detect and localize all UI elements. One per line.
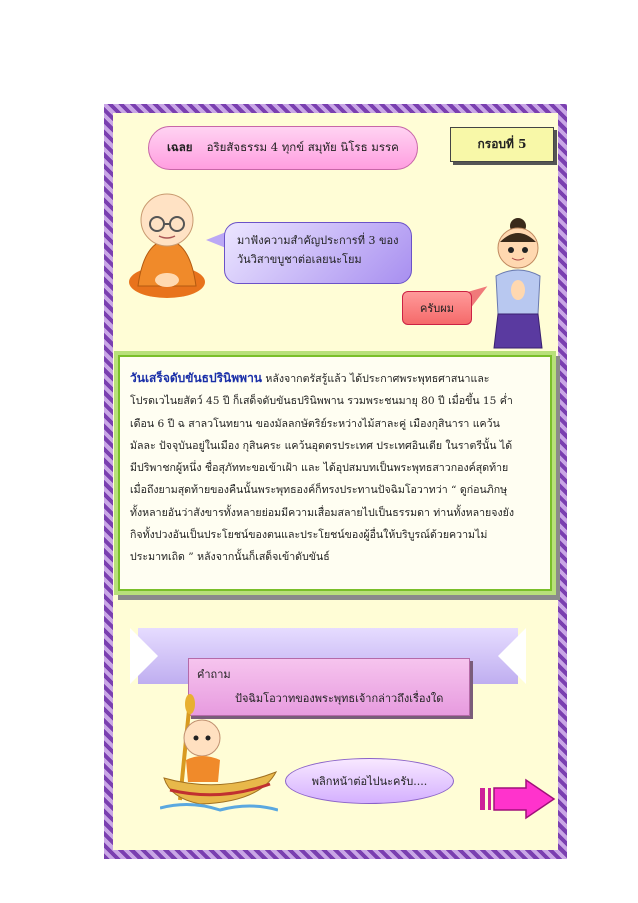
ribbon-right-notch	[498, 628, 526, 684]
frame-number-box: กรอบที่ 5	[450, 127, 554, 162]
next-page-bubble: พลิกหน้าต่อไปนะครับ....	[285, 758, 454, 804]
content-line-5: มีปริพาชกผู้หนึ่ง ชื่อสุภัททะขอเข้าเฝ้า และ ได้อุปสมบทเป็นพระพุทธสาวกองค์สุดท้าย	[130, 462, 509, 475]
content-panel	[118, 355, 552, 591]
monk-speech-line-2: วันวิสาขบูชาต่อเลยนะโยม	[237, 253, 362, 267]
monk-speech-bubble	[224, 222, 412, 284]
content-line-9: ประมาทเถิด ” หลังจากนั้นก็เสด็จเข้าดับขันธ์	[130, 551, 330, 564]
answer-bubble	[148, 126, 418, 170]
content-heading: วันเสร็จดับขันธปรินิพพาน	[130, 371, 263, 385]
answer-text: อริยสัจธรรม 4 ทุกข์ สมุทัย นิโรธ มรรค	[206, 140, 399, 154]
boy-cartoon-image	[482, 214, 552, 354]
next-arrow-icon[interactable]	[480, 778, 556, 820]
content-line-8: กิจทั้งปวงอันเป็นประโยชน์ของตนและประโยชน์ของผู้อื่นให้บริบูรณ์ด้วยความไม่	[130, 529, 488, 542]
monk-speech-line-1: มาฟังความสำคัญประการที่ 3 ของ	[237, 234, 399, 247]
speech-bubble-tail	[206, 232, 226, 248]
content-line-2: โปรดเวไนยสัตว์ 45 ปี ก็เสด็จดับขันธปรินิพพาน รวมพระชนมายุ 80 ปี เมื่อขึ้น 15 ค่ำ	[130, 395, 513, 408]
question-label: คำถาม	[197, 668, 231, 681]
answer-label: เฉลย	[167, 140, 193, 154]
boy-reply-bubble: ครับผม	[402, 291, 472, 325]
content-line-7: ทั้งหลายอันว่าสังขารทั้งหลายย่อมมีความเสื่อมสลายไปเป็นธรรมดา ท่านทั้งหลายจงยัง	[130, 506, 515, 519]
content-line-6: เมื่อถึงยามสุดท้ายของคืนนั้นพระพุทธองค์ก็ทรงประทานปัจฉิมโอวาทว่า “ ดูก่อนภิกษุ	[130, 484, 508, 497]
content-line-1	[130, 367, 540, 390]
boy-in-boat-image	[160, 690, 278, 815]
content-line-1-text: หลังจากตรัสรู้แล้ว ได้ประกาศพระพุทธศาสนาและ	[262, 373, 490, 385]
content-line-4: มัลละ ปัจจุบันอยู่ในเมือง กุสินคระ แคว้นอุตตรประเทศ ประเทศอินเดีย ในราตรีนั้น ได้	[130, 439, 513, 452]
ribbon-left-notch	[130, 628, 158, 684]
monk-cartoon-image	[124, 190, 210, 302]
content-line-3: เดือน 6 ปี ฉ สาลวโนทยาน ของมัลลกษัตริย์ระหว่างไม้สาละคู่ เมืองกุสินารา แคว้น	[130, 417, 500, 430]
question-text: ปัจฉิมโอวาทของพระพุทธเจ้ากล่าวถึงเรื่องใด	[235, 692, 444, 705]
